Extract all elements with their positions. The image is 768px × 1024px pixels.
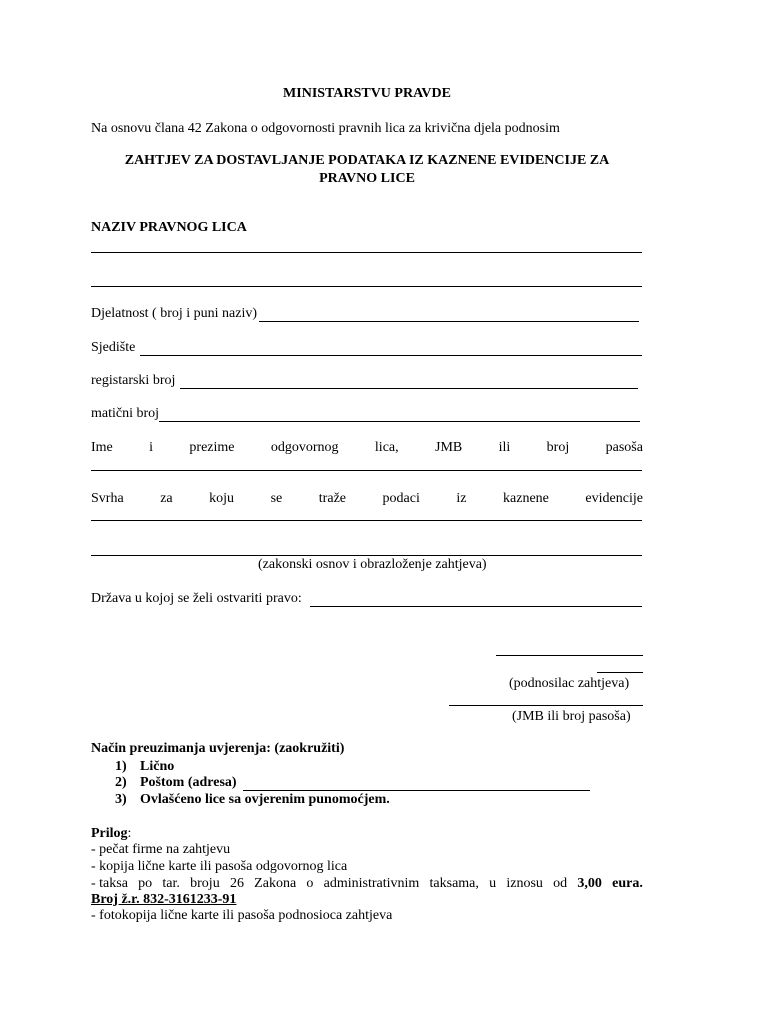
tax-currency: eura. bbox=[612, 876, 643, 891]
djelatnost-line[interactable] bbox=[259, 308, 639, 322]
address-line[interactable] bbox=[243, 777, 590, 791]
recipient-heading: MINISTARSTVU PRAVDE bbox=[283, 86, 451, 101]
prilog-item-5: - fotokopija lične karte ili pasoša podnosioca zahtjeva bbox=[91, 908, 393, 923]
maticni-field[interactable] bbox=[91, 406, 640, 422]
naziv-line-2[interactable] bbox=[91, 286, 642, 287]
djelatnost-field[interactable] bbox=[91, 306, 639, 322]
intro-text: Na osnovu člana 42 Zakona o odgovornosti pravnih lica za krivična djela podnosim bbox=[91, 121, 560, 136]
sjediste-label: Sjedište bbox=[91, 340, 136, 355]
drzava-label: Država u kojoj se želi ostvariti pravo: bbox=[91, 591, 302, 606]
delivery-option-1[interactable]: 1) Lično bbox=[115, 759, 175, 774]
tax-amount: 3,00 bbox=[577, 876, 602, 891]
registarski-line[interactable] bbox=[180, 375, 638, 389]
signature-line[interactable] bbox=[496, 655, 643, 656]
delivery-option-3[interactable]: 3) Ovlašćeno lice sa ovjerenim punomoćjem. bbox=[115, 792, 390, 807]
sjediste-line[interactable] bbox=[140, 342, 642, 356]
svrha-note: (zakonski osnov i obrazloženje zahtjeva) bbox=[258, 557, 487, 572]
prilog-item-2: - kopija lične karte ili pasoša odgovornog lica bbox=[91, 859, 348, 874]
sjediste-field[interactable] bbox=[91, 340, 642, 356]
ime-prezime-label: Ime i prezime odgovornog lica, JMB ili broj pasoša bbox=[91, 440, 643, 455]
prilog-item-3: - taksa po tar. broju 26 Zakona o administrativnim taksama, u iznosu od 3,00 eura. bbox=[91, 876, 643, 891]
form-title-line-2: PRAVNO LICE bbox=[319, 171, 415, 186]
signature-line-extension bbox=[597, 672, 643, 673]
delivery-option-2[interactable]: 2) Poštom (adresa) bbox=[115, 775, 590, 791]
registarski-field[interactable] bbox=[91, 373, 638, 389]
jmb-caption: (JMB ili broj pasoša) bbox=[512, 709, 631, 724]
maticni-label: matični broj bbox=[91, 406, 160, 421]
jmb-line[interactable] bbox=[449, 705, 643, 706]
drzava-line[interactable] bbox=[310, 593, 642, 607]
maticni-line[interactable] bbox=[159, 408, 640, 422]
naziv-label: NAZIV PRAVNOG LICA bbox=[91, 220, 247, 235]
svrha-line-2[interactable] bbox=[91, 555, 642, 556]
svrha-label: Svrha za koju se traže podaci iz kaznene evidencije bbox=[91, 491, 643, 506]
account-number: Broj ž.r. 832-3161233-91 bbox=[91, 892, 237, 907]
delivery-heading: Način preuzimanja uvjerenja: (zaokružiti) bbox=[91, 741, 345, 756]
registarski-label: registarski broj bbox=[91, 373, 176, 388]
naziv-line-1[interactable] bbox=[91, 252, 642, 253]
prilog-heading: Prilog: bbox=[91, 826, 132, 841]
prilog-item-1: - pečat firme na zahtjevu bbox=[91, 842, 231, 857]
djelatnost-label: Djelatnost ( broj i puni naziv) bbox=[91, 306, 258, 321]
svrha-line-1[interactable] bbox=[91, 520, 642, 521]
form-title-line-1: ZAHTJEV ZA DOSTAVLJANJE PODATAKA IZ KAZNENE EVIDENCIJE ZA bbox=[124, 153, 610, 168]
drzava-field[interactable] bbox=[91, 591, 642, 607]
podnosilac-caption: (podnosilac zahtjeva) bbox=[509, 676, 630, 691]
ime-prezime-line[interactable] bbox=[91, 470, 642, 471]
